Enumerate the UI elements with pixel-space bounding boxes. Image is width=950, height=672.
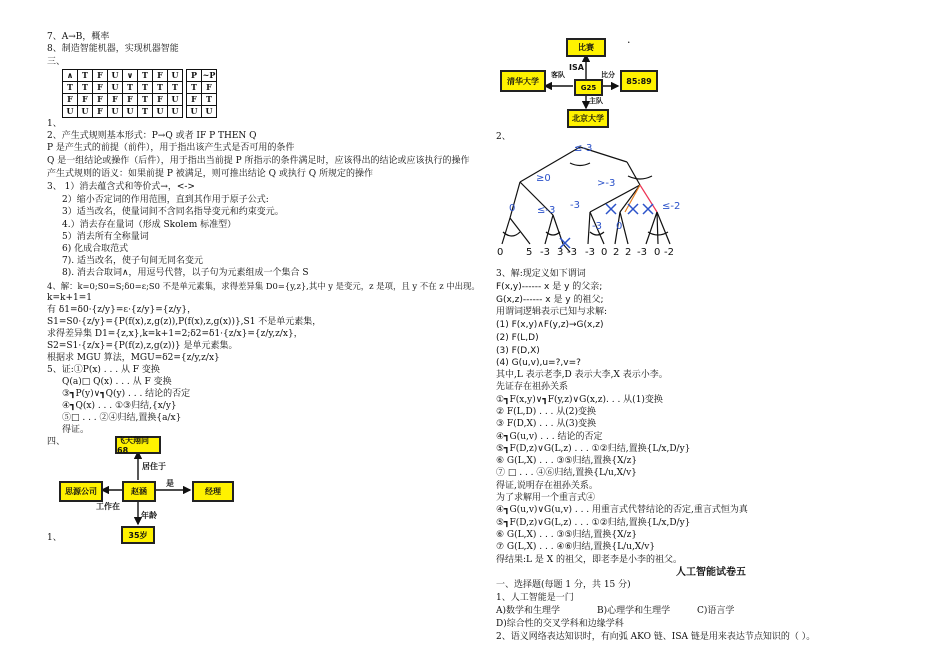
truth-table-cell: F xyxy=(78,94,93,106)
truth-table-cell: U xyxy=(153,106,168,118)
truth-table-cell: T xyxy=(153,82,168,94)
right-line-17: ⑦ □ . . . ④⑥归结,置换{L/u,X/v} xyxy=(496,468,637,478)
truth-table-cell: U xyxy=(63,106,78,118)
tree-node-n5: ≤-3 xyxy=(537,205,556,216)
left-line-9: 3、 1）消去蕴含式和等价式→，<-> xyxy=(47,182,195,192)
truth-table-cell: U xyxy=(108,70,123,82)
tree-leaf: 2 xyxy=(613,247,620,258)
tree-node-n9: 0 xyxy=(616,221,623,232)
right-line-12: ② F(L,D) . . . 从(2)变换 xyxy=(496,407,597,417)
left-line-24: 5、证:①P(x) . . . 从 F 变换 xyxy=(47,365,160,375)
right-line-24: 得结果:L 是 X 的祖父，即老李是小李的祖父。 xyxy=(496,555,682,565)
left-line-28: ⑤□ . . . ②④归结,置换{a/x} xyxy=(62,413,182,423)
truth-table-cell: U xyxy=(168,106,183,118)
right-line-13: ③ F(D,X) . . . 从(3)变换 xyxy=(496,419,597,429)
truth-table-cell: F xyxy=(93,70,108,82)
tree-node-n4: 0 xyxy=(509,203,516,214)
exam-title: 人工智能试卷五 xyxy=(676,567,746,578)
left-line-15: 7). 适当改名，使子句间无同名变元 xyxy=(62,256,203,266)
left-line-5: 2、产生式规则基本形式：P→Q 或者 IF P THEN Q xyxy=(47,131,257,141)
truth-table-cell: U xyxy=(108,82,123,94)
left-line-7: Q 是一组结论或操作（后件），用于指出当前提 P 所指示的条件满足时，应该得出的结论或应该执行的操作 xyxy=(47,156,470,166)
left-line-30: 四、 xyxy=(47,437,66,447)
right-dot: · xyxy=(627,36,631,49)
truth-table-cell: P xyxy=(187,70,202,82)
option-b: B)心理学和生理学 xyxy=(597,606,671,616)
right-line-11: ①┓F(x,y)∨┓F(y,z)∨G(x,z). . . 从(1)变换 xyxy=(496,395,663,405)
left-line-4: 1、 xyxy=(47,119,62,129)
tree-leaf: 5 xyxy=(526,247,533,258)
tree-leaf: 0 xyxy=(601,247,608,258)
match-node-top: 比赛 xyxy=(566,38,606,57)
net-edge-label-top: 居住于 xyxy=(142,462,166,471)
left-line-8: 产生式规则的语义：如果前提 P 被满足，则可推出结论 Q 或执行 Q 所规定的操作 xyxy=(47,169,373,179)
right-label-2: 2、 xyxy=(496,132,511,142)
tree-leaf: -3 xyxy=(567,247,577,258)
right-line-3: G(x,z)------ x 是 y 的祖父; xyxy=(496,295,604,305)
truth-table-cell: U xyxy=(187,106,202,118)
truth-table-cell: U xyxy=(108,106,123,118)
tree-node-n8: -3 xyxy=(592,221,602,232)
truth-table-cell: T xyxy=(138,106,153,118)
right-line-16: ⑥ G(L,X) . . . ③⑤归结,置换{X/z} xyxy=(496,456,638,466)
left-line-14: 6) 化成合取范式 xyxy=(62,244,129,254)
left-line-27: ④┓Q(x) . . . ①③归结,{x/y} xyxy=(62,401,177,411)
truth-table-cell: T xyxy=(202,94,217,106)
truth-table-cell: T xyxy=(63,82,78,94)
tree-node-n6: -3 xyxy=(570,200,580,211)
match-edge-isa: ISA xyxy=(569,63,584,72)
truth-table-cell: T xyxy=(78,70,93,82)
right-line-1: 3、解:现定义如下谓词 xyxy=(496,269,586,279)
left-line-13: 5）消去所有全称量词 xyxy=(62,232,149,242)
tree-node-n1: ≤-3 xyxy=(574,143,593,154)
left-line-21: 求得差异集 D1={z,x},k=k+1=2;δ2=δ1·{z/x}={z/y,z/x}， xyxy=(47,329,303,339)
match-node-center: G25 xyxy=(574,79,603,96)
right-line-19: 为了求解用一个重言式④ xyxy=(496,493,596,503)
left-line-18: k=k+1=1 xyxy=(47,293,92,303)
right-line-6: (2) F(L,D) xyxy=(496,333,539,343)
right-line-22: ⑥ G(L,X) . . . ③⑤归结,置换{X/z} xyxy=(496,530,638,540)
truth-table-cell: U xyxy=(123,106,138,118)
right-line-2: F(x,y)------ x 是 y 的父亲; xyxy=(496,282,603,292)
right-line-23: ⑦ G(L,X) . . . ④⑥归结,置换{L/u,X/v} xyxy=(496,542,656,552)
tree-leaf: -2 xyxy=(664,247,674,258)
truth-table-cell: ∧ xyxy=(63,70,78,82)
left-line-12: 4.）消去存在量词（形成 Skolem 标准型） xyxy=(62,220,237,230)
match-node-right: 85:89 xyxy=(620,70,658,92)
tree-leaf: -3 xyxy=(540,247,550,258)
right-line-18: 得证,说明存在祖孙关系。 xyxy=(496,481,598,491)
left-line-26: ③┓P(y)∨┓Q(y) . . . 结论的否定 xyxy=(62,389,191,399)
net-edge-label-right: 是 xyxy=(166,479,174,488)
tail-line-2: 1、人工智能是一门 xyxy=(496,593,574,603)
truth-table-cell: U xyxy=(78,106,93,118)
net-node-center: 赵涵 xyxy=(122,481,156,502)
right-line-20: ④┓G(u,v)∨G(u,v) . . . 用重言式代替结论的否定,重言式恒为真 xyxy=(496,505,748,515)
left-line-16: 8). 消去合取词∧，用逗号代替，以子句为元素组成一个集合 S xyxy=(62,268,309,278)
match-edge-bottom: 主队 xyxy=(589,97,603,105)
tree-leaf: 3 xyxy=(557,247,564,258)
truth-table-cell: T xyxy=(138,94,153,106)
left-line-23: 根据求 MGU 算法，MGU=δ2={z/y,z/x} xyxy=(47,353,220,363)
tree-node-n3: >-3 xyxy=(597,178,616,189)
truth-table-cell: T xyxy=(138,70,153,82)
right-line-10: 先证存在祖孙关系 xyxy=(496,382,569,392)
tail-line-3: 2、语义网络表达知识时，有向弧 AKO 链、ISA 链是用来表达节点知识的（ ）。 xyxy=(496,632,816,642)
match-edge-right: 比分 xyxy=(601,71,615,79)
truth-table-cell: F xyxy=(153,70,168,82)
right-line-7: (3) F(D,X) xyxy=(496,346,540,356)
left-line-31: 1、 xyxy=(47,533,62,543)
net-node-top: 飞天翔同68 xyxy=(115,436,161,454)
tree-leaf: 2 xyxy=(625,247,632,258)
net-edge-label-left: 工作在 xyxy=(96,502,120,511)
truth-table-cell: F xyxy=(93,106,108,118)
right-line-9: 其中,L 表示老李,D 表示大李,X 表示小李。 xyxy=(496,370,668,380)
left-line-17: 4、解：k=0;S0=S;δ0=ε;S0 不是单元素集，求得差异集 D0={y,z},其中 y 是变元，z 是项，且 y 不在 z 中出现。 xyxy=(47,281,480,291)
right-line-21: ⑤┓F(D,z)∨G(L,z) . . . ①②归结,置换{L/x,D/y} xyxy=(496,518,691,528)
tail-line-1: 一、选择题(每题 1 分，共 15 分) xyxy=(496,580,631,590)
left-line-22: S2=S1·{z/x}={P(f(z),z,g(z))} 是单元素集。 xyxy=(47,341,238,351)
right-line-15: ⑤┓F(D,z)∨G(L,z) . . . ①②归结,置换{L/x,D/y} xyxy=(496,444,691,454)
truth-table-cell: T xyxy=(138,82,153,94)
option-a: A)数学和生理学 xyxy=(496,606,561,616)
truth-table-cell: T xyxy=(123,82,138,94)
net-node-right: 经理 xyxy=(192,481,234,502)
left-line-1: 7、A→B，概率 xyxy=(47,32,110,42)
right-line-5: (1) F(x,y)∧F(y,z)→G(x,z) xyxy=(496,320,604,330)
truth-table-cell: F xyxy=(202,82,217,94)
left-line-3: 三、 xyxy=(47,57,66,67)
tree-leaf: -3 xyxy=(637,247,647,258)
net-edge-label-bottom: 年龄 xyxy=(141,511,157,520)
tree-leaf: 0 xyxy=(497,247,504,258)
left-line-2: 8、制造智能机器，实现机器智能 xyxy=(47,44,179,54)
truth-table-cell: F xyxy=(153,94,168,106)
truth-table-cell: F xyxy=(123,94,138,106)
net-node-bottom: 35岁 xyxy=(121,526,155,544)
right-line-14: ④┓G(u,v) . . . 结论的否定 xyxy=(496,432,603,442)
left-line-25: Q(a)□ Q(x) . . . 从 F 变换 xyxy=(62,377,172,387)
left-line-19: 有 δ1=δ0·{z/y}=ε·{z/y}={z/y}， xyxy=(47,305,197,315)
truth-table-cell: ~P xyxy=(202,70,216,80)
match-edge-left: 客队 xyxy=(551,71,565,79)
truth-table-cell: F xyxy=(63,94,78,106)
option-c: C)语言学 xyxy=(697,606,735,616)
left-line-11: 3）适当改名，使量词间不含同名指导变元和约束变元。 xyxy=(62,207,284,217)
option-d: D)综合性的交叉学科和边缘学科 xyxy=(496,619,624,629)
match-node-left: 清华大学 xyxy=(500,70,546,92)
right-line-8: (4) G(u,v),u=?,v=? xyxy=(496,358,581,368)
truth-table-cell: U xyxy=(168,70,183,82)
left-line-20: S1=S0·{z/y}={P(f(x),z,g(z)),P(f(x),z,g(x))},S1 不是单元素集， xyxy=(47,317,322,327)
left-line-6: P 是产生式的前提（前件），用于指出该产生式是否可用的条件 xyxy=(47,143,295,153)
truth-table-cell: T xyxy=(168,82,183,94)
net-node-left: 思源公司 xyxy=(59,481,103,502)
truth-table-cell: U xyxy=(168,94,183,106)
left-line-29: 得证。 xyxy=(62,425,90,435)
match-node-bottom: 北京大学 xyxy=(567,109,609,128)
truth-table-cell: U xyxy=(202,106,217,118)
tree-leaf: -3 xyxy=(585,247,595,258)
truth-table-cell: T xyxy=(78,82,93,94)
truth-table-cell: F xyxy=(187,94,202,106)
truth-table-cell: T xyxy=(187,82,202,94)
tree-leaf: 0 xyxy=(654,247,661,258)
tree-node-n2: ≥0 xyxy=(536,173,551,184)
truth-table-cell: F xyxy=(93,82,108,94)
right-line-4: 用谓词逻辑表示已知与求解: xyxy=(496,307,608,317)
truth-table-cell: F xyxy=(108,94,123,106)
truth-table-cell: F xyxy=(93,94,108,106)
left-line-10: 2）缩小否定词的作用范围，直到其作用于原子公式: xyxy=(62,195,269,205)
truth-table-cell: ∨ xyxy=(123,70,138,82)
tree-node-n7: ≤-2 xyxy=(662,201,681,212)
